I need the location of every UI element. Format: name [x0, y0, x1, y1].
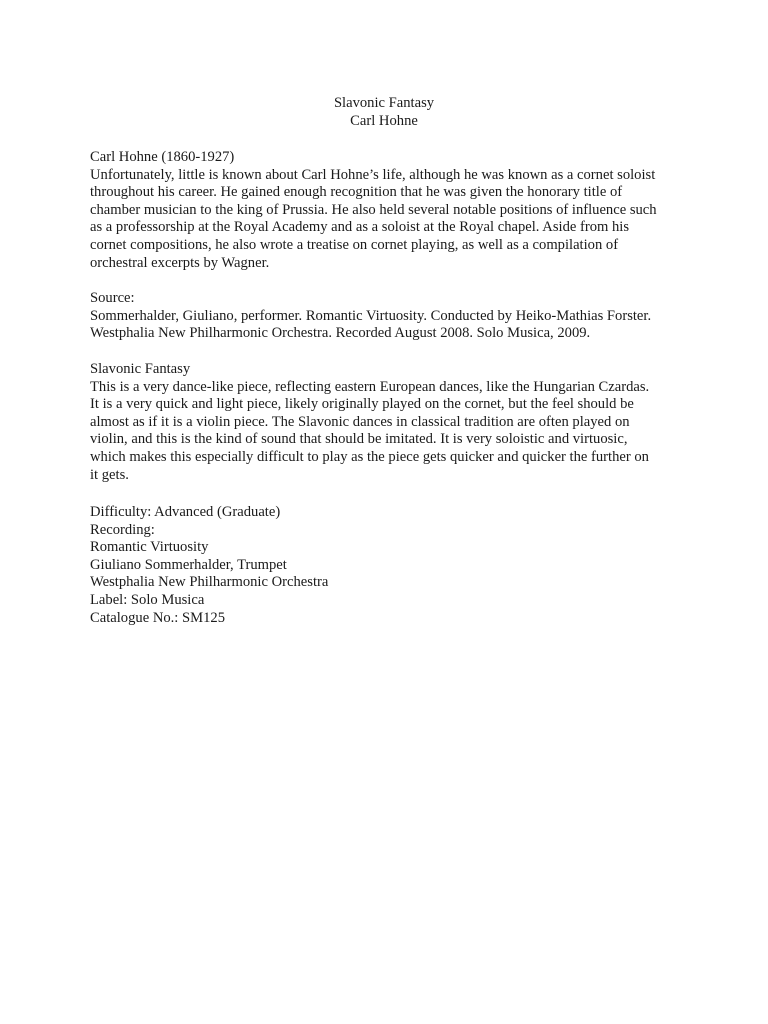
piece-description-line: It is a very quick and light piece, likely originally played on the cornet, but the feel should be — [90, 396, 634, 413]
orchestra-name: Westphalia New Philharmonic Orchestra — [90, 574, 329, 591]
document-header — [0, 95, 768, 130]
performer-name: Giuliano Sommerhalder, Trumpet — [90, 556, 287, 573]
biography-line: as a professorship at the Royal Academy and as a soloist at the Royal chapel. Aside from his — [90, 219, 630, 236]
details-section — [90, 504, 690, 627]
recording-label: Recording: — [90, 521, 155, 538]
biography-heading: Carl Hohne (1860-1927) — [90, 149, 235, 165]
piece-description-line: it gets. — [90, 466, 129, 483]
biography-line: orchestral excerpts by Wagner. — [90, 254, 270, 271]
biography-line: chamber musician to the king of Prussia. He also held several notable positions of influence such — [90, 201, 657, 218]
source-line: Westphalia New Philharmonic Orchestra. Recorded August 2008. Solo Musica, 2009. — [90, 325, 591, 342]
difficulty-text: Difficulty: Advanced (Graduate) — [90, 504, 281, 520]
biography-line: cornet compositions, he also wrote a treatise on cornet playing, as well as a compilation of — [90, 236, 619, 253]
biography-line: Unfortunately, little is known about Carl Hohne’s life, although he was known as a cornet soloist — [90, 166, 656, 183]
composer-name: Carl Hohne — [350, 112, 418, 129]
piece-description-line: This is a very dance-like piece, reflecting eastern European dances, like the Hungarian Czardas. — [90, 378, 650, 395]
piece-description-line: almost as if it is a violin piece. The Slavonic dances in classical tradition are often played on — [90, 413, 630, 430]
record-label: Label: Solo Musica — [90, 591, 205, 608]
piece-title: Slavonic Fantasy — [333, 95, 435, 111]
piece-description-line: which makes this especially difficult to play as the piece gets quicker and quicker the further on — [90, 448, 649, 465]
piece-heading: Slavonic Fantasy — [90, 361, 191, 377]
biography-line: throughout his career. He gained enough recognition that he was given the honorary title of — [90, 184, 623, 201]
source-heading: Source: — [90, 290, 135, 306]
piece-section — [90, 361, 690, 484]
biography-section — [90, 149, 690, 272]
piece-description-line: violin, and this is the kind of sound that should be imitated. It is very soloistic and virtuosic, — [90, 431, 628, 448]
catalogue-number: Catalogue No.: SM125 — [90, 609, 225, 626]
source-section — [90, 290, 690, 343]
album-title: Romantic Virtuosity — [90, 539, 209, 556]
source-line: Sommerhalder, Giuliano, performer. Romantic Virtuosity. Conducted by Heiko-Mathias Forster. — [90, 307, 652, 324]
